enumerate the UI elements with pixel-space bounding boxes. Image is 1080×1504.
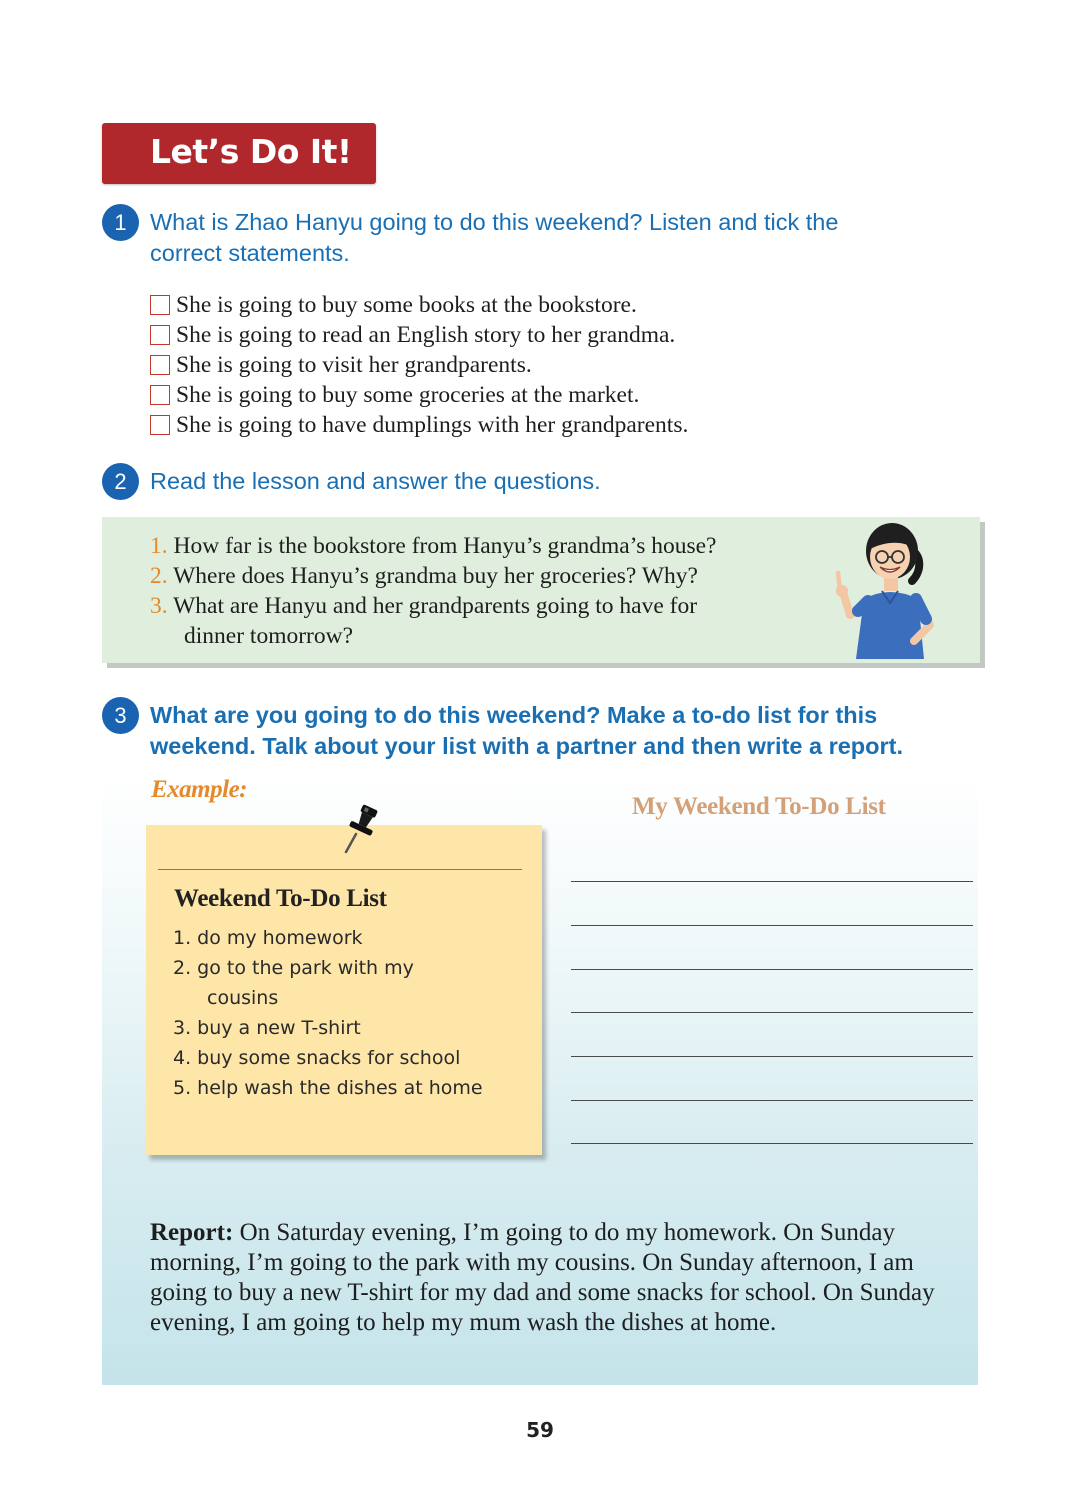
- question-text: Where does Hanyu’s grandma buy her groceries? Why?: [173, 563, 698, 589]
- example-label: Example:: [151, 776, 247, 803]
- tick-checkbox[interactable]: [150, 415, 170, 435]
- question-number: 2.: [150, 563, 168, 589]
- note-todo-list: [173, 923, 483, 1103]
- tick-checkbox[interactable]: [150, 355, 170, 375]
- page-number: 59: [526, 1418, 554, 1442]
- section3-heading: [150, 700, 903, 762]
- tick-checkbox[interactable]: [150, 385, 170, 405]
- section-number-1: 1: [102, 204, 139, 241]
- note-title: Weekend To-Do List: [174, 885, 387, 912]
- question-number: 3.: [150, 593, 168, 619]
- report-text: On Saturday evening, I’m going to do my homework. On Sunday morning, I’m going to the park with my cousins. On Sunday afternoon, I am going to buy a new T-shirt for my dad and some snacks for school. On Sunday evening, I am going to help my mum wash the dishes at home.: [150, 1219, 935, 1336]
- section1-heading: [150, 207, 838, 269]
- tick-checkbox[interactable]: [150, 295, 170, 315]
- question-text: How far is the bookstore from Hanyu’s grandma’s house?: [173, 533, 717, 559]
- writing-line[interactable]: [571, 1100, 973, 1101]
- section-number-2: 2: [102, 463, 139, 500]
- section3-heading-line2: weekend. Talk about your list with a partner and then write a report.: [150, 733, 904, 759]
- statement-item: [150, 380, 688, 410]
- banner-title: Let’s Do It!: [150, 132, 352, 171]
- todo-item: 5. help wash the dishes at home: [173, 1077, 483, 1099]
- section-banner: [102, 123, 376, 184]
- my-list-title: My Weekend To-Do List: [632, 793, 886, 820]
- note-divider: [158, 869, 522, 870]
- question-item: [150, 591, 717, 621]
- question-item: [150, 561, 717, 591]
- writing-line[interactable]: [571, 881, 973, 882]
- todo-item: 1. do my homework: [173, 927, 363, 949]
- todo-item: 3. buy a new T-shirt: [173, 1017, 361, 1039]
- writing-line[interactable]: [571, 1143, 973, 1144]
- statement-item: [150, 290, 688, 320]
- question-item: [150, 531, 717, 561]
- statement-item: [150, 320, 688, 350]
- todo-item-continuation: cousins: [207, 987, 279, 1009]
- example-todo-note: [146, 825, 542, 1155]
- statement-item: [150, 410, 688, 440]
- question-continuation: dinner tomorrow?: [184, 623, 354, 649]
- todo-item: 4. buy some snacks for school: [173, 1047, 461, 1069]
- writing-line[interactable]: [571, 1012, 973, 1013]
- writing-line[interactable]: [571, 969, 973, 970]
- question-list: [150, 531, 717, 651]
- example-report: [150, 1218, 970, 1338]
- section2-heading: Read the lesson and answer the questions.: [150, 468, 601, 494]
- todo-item: 2. go to the park with my: [173, 957, 414, 979]
- pushpin-icon: [338, 800, 386, 856]
- girl-pointing-illustration: [826, 519, 938, 663]
- statement-text: She is going to buy some groceries at the market.: [176, 382, 640, 408]
- statement-text: She is going to buy some books at the bookstore.: [176, 292, 637, 318]
- section1-heading-line1: What is Zhao Hanyu going to do this weekend? Listen and tick the: [150, 209, 839, 235]
- statement-text: She is going to visit her grandparents.: [176, 352, 532, 378]
- writing-line[interactable]: [571, 925, 973, 926]
- question-text: What are Hanyu and her grandparents going to have for: [173, 593, 698, 619]
- question-number: 1.: [150, 533, 168, 559]
- tick-checkbox[interactable]: [150, 325, 170, 345]
- section1-heading-line2: correct statements.: [150, 240, 350, 266]
- statement-text: She is going to have dumplings with her grandparents.: [176, 412, 689, 438]
- statement-item: [150, 350, 688, 380]
- writing-line[interactable]: [571, 1056, 973, 1057]
- statement-text: She is going to read an English story to her grandma.: [176, 322, 676, 348]
- section3-heading-line1: What are you going to do this weekend? Make a to-do list for this: [150, 702, 878, 728]
- report-label: Report:: [150, 1219, 234, 1246]
- section-number-3: 3: [102, 697, 139, 734]
- statement-checklist: [150, 290, 688, 440]
